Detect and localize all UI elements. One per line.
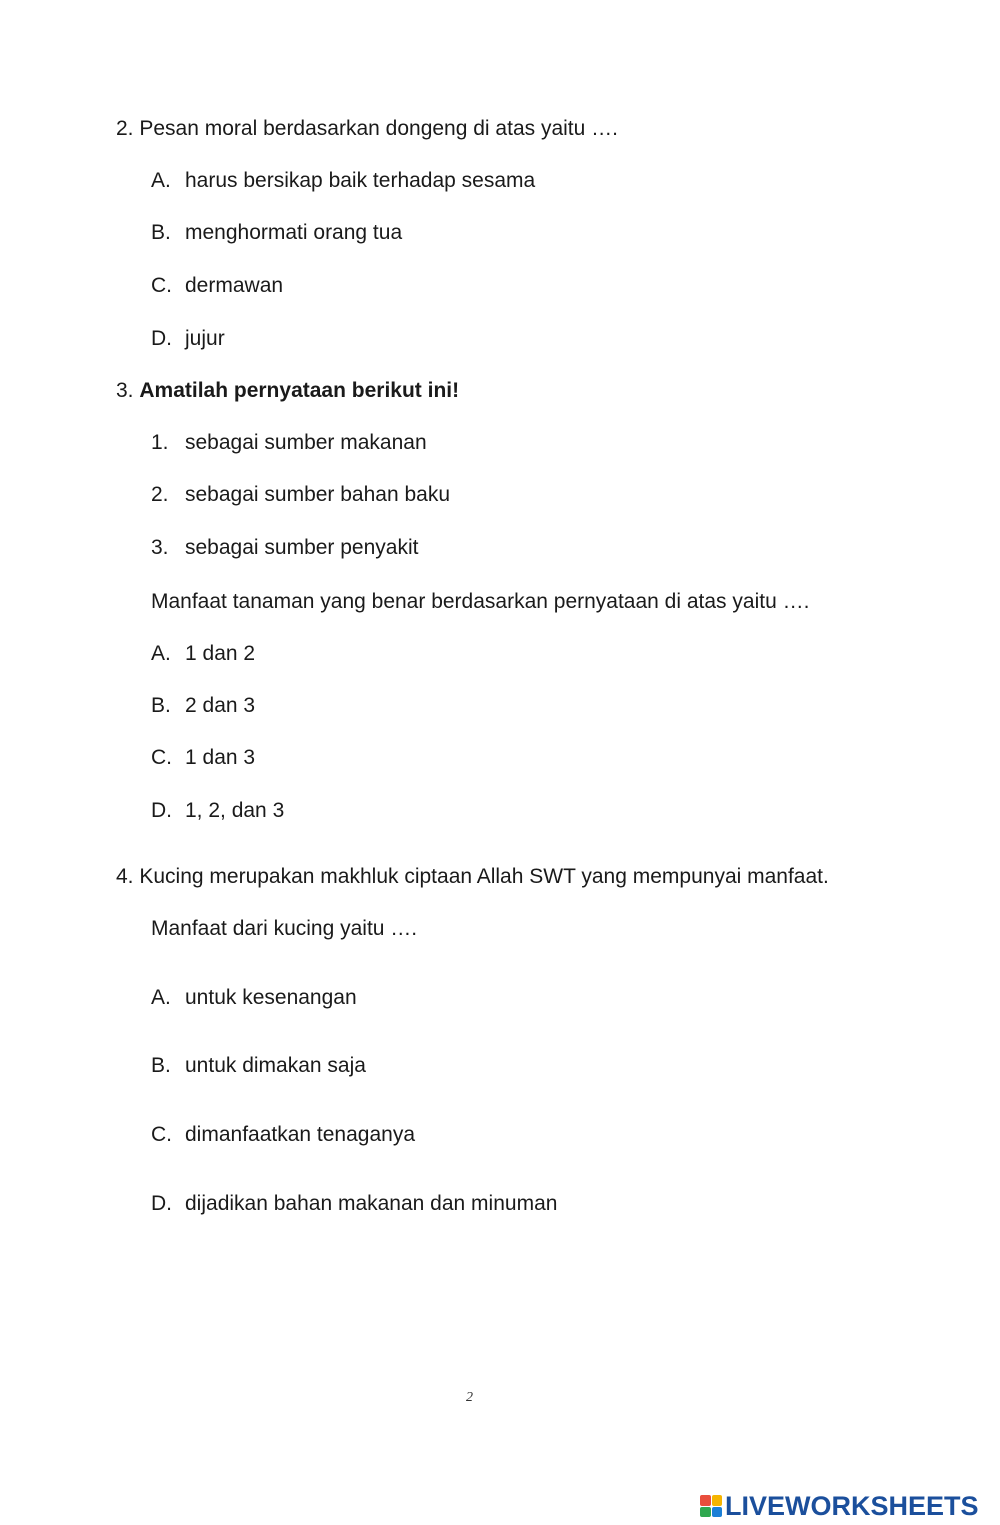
question-3-statement-2 bbox=[151, 482, 450, 508]
option-text: 1 dan 3 bbox=[185, 746, 256, 769]
question-4-stem: Manfaat dari kucing yaitu …. bbox=[151, 917, 418, 940]
option-text: untuk kesenangan bbox=[185, 986, 357, 1009]
option-letter: C. bbox=[151, 274, 172, 297]
option-text: dijadikan bahan makanan dan minuman bbox=[185, 1192, 558, 1215]
option-letter: A. bbox=[151, 169, 171, 192]
question-3-statement-3 bbox=[151, 535, 418, 561]
statement-text: sebagai sumber makanan bbox=[185, 431, 427, 454]
option-letter: D. bbox=[151, 327, 172, 350]
question-2-text: Pesan moral berdasarkan dongeng di atas yaitu …. bbox=[139, 117, 618, 140]
option-letter: B. bbox=[151, 221, 171, 244]
question-3-text: Amatilah pernyataan berikut ini! bbox=[139, 379, 460, 402]
option-text: untuk dimakan saja bbox=[185, 1054, 366, 1077]
question-2-option-a[interactable] bbox=[151, 168, 535, 194]
question-2-number: 2. bbox=[116, 117, 134, 140]
question-4-option-a[interactable] bbox=[151, 985, 357, 1011]
option-text: jujur bbox=[185, 327, 225, 350]
option-letter: C. bbox=[151, 746, 172, 769]
statement-number: 2. bbox=[151, 483, 169, 506]
option-text: dermawan bbox=[185, 274, 284, 297]
option-text: 1 dan 2 bbox=[185, 642, 256, 665]
question-3-option-a[interactable] bbox=[151, 641, 255, 667]
question-3-stem: Manfaat tanaman yang benar berdasarkan pernyataan di atas yaitu …. bbox=[151, 590, 810, 613]
logo-grid-icon bbox=[700, 1495, 722, 1517]
option-letter: B. bbox=[151, 1054, 171, 1077]
statement-text: sebagai sumber penyakit bbox=[185, 536, 419, 559]
liveworksheets-logo[interactable] bbox=[700, 1490, 979, 1522]
statement-text: sebagai sumber bahan baku bbox=[185, 483, 451, 506]
option-letter: A. bbox=[151, 986, 171, 1009]
option-letter: D. bbox=[151, 1192, 172, 1215]
question-3 bbox=[116, 378, 459, 404]
option-letter: D. bbox=[151, 799, 172, 822]
logo-square bbox=[712, 1507, 723, 1518]
logo-text: LIVEWORKSHEETS bbox=[725, 1490, 979, 1521]
question-4-option-d[interactable] bbox=[151, 1191, 557, 1217]
question-3-statement-1 bbox=[151, 430, 427, 456]
option-letter: B. bbox=[151, 694, 171, 717]
logo-square bbox=[700, 1507, 711, 1518]
option-text: menghormati orang tua bbox=[185, 221, 403, 244]
question-4-option-c[interactable] bbox=[151, 1122, 415, 1148]
question-4-option-b[interactable] bbox=[151, 1053, 366, 1079]
question-3-option-b[interactable] bbox=[151, 693, 255, 719]
question-2-option-d[interactable] bbox=[151, 326, 225, 352]
page-number: 2 bbox=[466, 1390, 473, 1405]
option-text: 2 dan 3 bbox=[185, 694, 256, 717]
option-letter: C. bbox=[151, 1123, 172, 1146]
option-text: dimanfaatkan tenaganya bbox=[185, 1123, 416, 1146]
question-2-option-b[interactable] bbox=[151, 220, 402, 246]
option-text: harus bersikap baik terhadap sesama bbox=[185, 169, 536, 192]
question-4-text: Kucing merupakan makhluk ciptaan Allah SWT yang mempunyai manfaat. bbox=[139, 865, 829, 888]
question-4-number: 4. bbox=[116, 865, 134, 888]
logo-square bbox=[712, 1495, 723, 1506]
question-2-option-c[interactable] bbox=[151, 273, 283, 299]
question-2 bbox=[116, 116, 618, 142]
question-3-number: 3. bbox=[116, 379, 134, 402]
question-4 bbox=[116, 864, 829, 890]
question-3-option-c[interactable] bbox=[151, 745, 255, 771]
logo-square bbox=[700, 1495, 711, 1506]
option-text: 1, 2, dan 3 bbox=[185, 799, 285, 822]
statement-number: 3. bbox=[151, 536, 169, 559]
statement-number: 1. bbox=[151, 431, 169, 454]
option-letter: A. bbox=[151, 642, 171, 665]
question-3-option-d[interactable] bbox=[151, 798, 284, 824]
